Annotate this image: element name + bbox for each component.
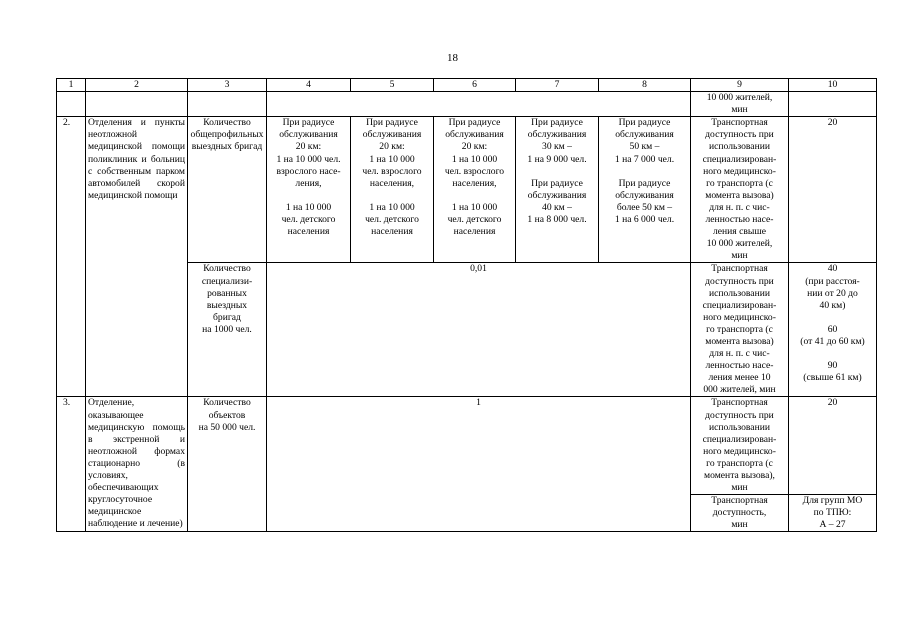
minutes-gap-1 — [791, 312, 874, 324]
row-3-number: 3. — [57, 397, 86, 532]
row-2-col-7-radius-30: При радиусе обслуживания 30 км – 1 на 9 000 чел. — [527, 117, 587, 165]
row-2-col-7 — [516, 117, 599, 263]
row-3-indicator: Количество объектов на 50 000 чел. — [188, 397, 267, 532]
row-3-value: 1 — [267, 397, 691, 532]
row-2-number: 2. — [57, 117, 86, 397]
row-2-specialized-indicator: Количество специализи- рованных выездных бригад на 1000 чел. — [188, 263, 267, 397]
row-2-minutes: 20 — [789, 117, 877, 263]
norms-table — [56, 78, 877, 532]
col-header-3: 3 — [188, 79, 267, 92]
col-header-6: 6 — [434, 79, 516, 92]
col-header-4: 4 — [267, 79, 351, 92]
row-2-col-6: При радиусе обслуживания 20 км: 1 на 10 000 чел. взрослого населения, 1 на 10 000 чел. детского населения — [434, 117, 516, 263]
continuation-row — [57, 92, 877, 117]
row-2-name: Отделения и пункты неотложной медицинской помощи поликлиник и больниц с собственным парком автомобилей скорой медицинской помощи — [86, 117, 188, 397]
cont-cell-10 — [789, 92, 877, 117]
page-number: 18 — [447, 52, 458, 64]
row-2-col-8-radius-over-50: При радиусе обслуживания более 50 км – 1 на 6 000 чел. — [614, 177, 675, 225]
minutes-over-61km: 90 (свыше 61 км) — [803, 359, 862, 384]
col-header-7: 7 — [516, 79, 599, 92]
row-2-specialized-value: 0,01 — [267, 263, 691, 397]
minutes-41-60km: 60 (от 41 до 60 км) — [800, 323, 865, 347]
col-header-2: 2 — [86, 79, 188, 92]
row-3-name: Отделение, оказывающее медицинскую помощь в экстренной и неотложной формах стационарно (в условиях, обеспечивающих круглосуточное медицинское наблюдение и лечение) — [86, 397, 188, 532]
cont-cell-1 — [57, 92, 86, 117]
row-3-minutes: 20 — [789, 397, 877, 495]
row-2-indicator: Количество общепрофильных выездных бригад — [188, 117, 267, 263]
row-2-transport-access: Транспортная доступность при использовании специализирован- ного медицинско- го транспорта (с момента вызова) для н. п. с чис- ленностью насе- ления свыше 10 000 жителей, мин — [691, 117, 789, 263]
row-2-col-8-gap — [601, 166, 688, 178]
col-header-10: 10 — [789, 79, 877, 92]
row-2-col-8-radius-50: При радиусе обслуживания 50 км – 1 на 7 000 чел. — [614, 117, 675, 165]
minutes-gap-2 — [791, 348, 874, 360]
row-2-col-8 — [599, 117, 691, 263]
col-header-5: 5 — [351, 79, 434, 92]
minutes-20-40km: 40 (при расстоя- нии от 20 до 40 км) — [805, 263, 860, 311]
cont-cell-2 — [86, 92, 188, 117]
row-2-specialized-transport-access: Транспортная доступность при использовании специализирован- ного медицинско- го транспорта (с момента вызова) для н. п. с чис- ленностью насе- ления менее 10 000 жителей, мин — [691, 263, 789, 397]
col-header-1: 1 — [57, 79, 86, 92]
header-row — [57, 79, 877, 92]
row-2-col-7-radius-40: При радиусе обслуживания 40 км – 1 на 8 000 чел. — [527, 177, 587, 225]
row-2-col-5: При радиусе обслуживания 20 км: 1 на 10 000 чел. взрослого населения, 1 на 10 000 чел. детского населения — [351, 117, 434, 263]
row-2-col-4: При радиусе обслуживания 20 км: 1 на 10 000 чел. взрослого насе- ления, 1 на 10 000 чел. детского населения — [267, 117, 351, 263]
col-header-9: 9 — [691, 79, 789, 92]
cont-cell-4-8 — [267, 92, 691, 117]
cont-cell-3 — [188, 92, 267, 117]
row-3-inpatient-emergency — [57, 397, 877, 495]
row-2-general-brigades — [57, 117, 877, 263]
col-header-8: 8 — [599, 79, 691, 92]
row-2-specialized-minutes — [789, 263, 877, 397]
row-3-groups: Для групп МО по ТПЮ: А – 27 — [789, 495, 877, 532]
row-3-transport-access-general: Транспортная доступность, мин — [691, 495, 789, 532]
row-3-transport-access: Транспортная доступность при использовании специализирован- ного медицинско- го транспорта (с момента вызова), мин — [691, 397, 789, 495]
cont-cell-9: 10 000 жителей, мин — [691, 92, 789, 117]
row-2-col-7-gap — [518, 166, 596, 178]
